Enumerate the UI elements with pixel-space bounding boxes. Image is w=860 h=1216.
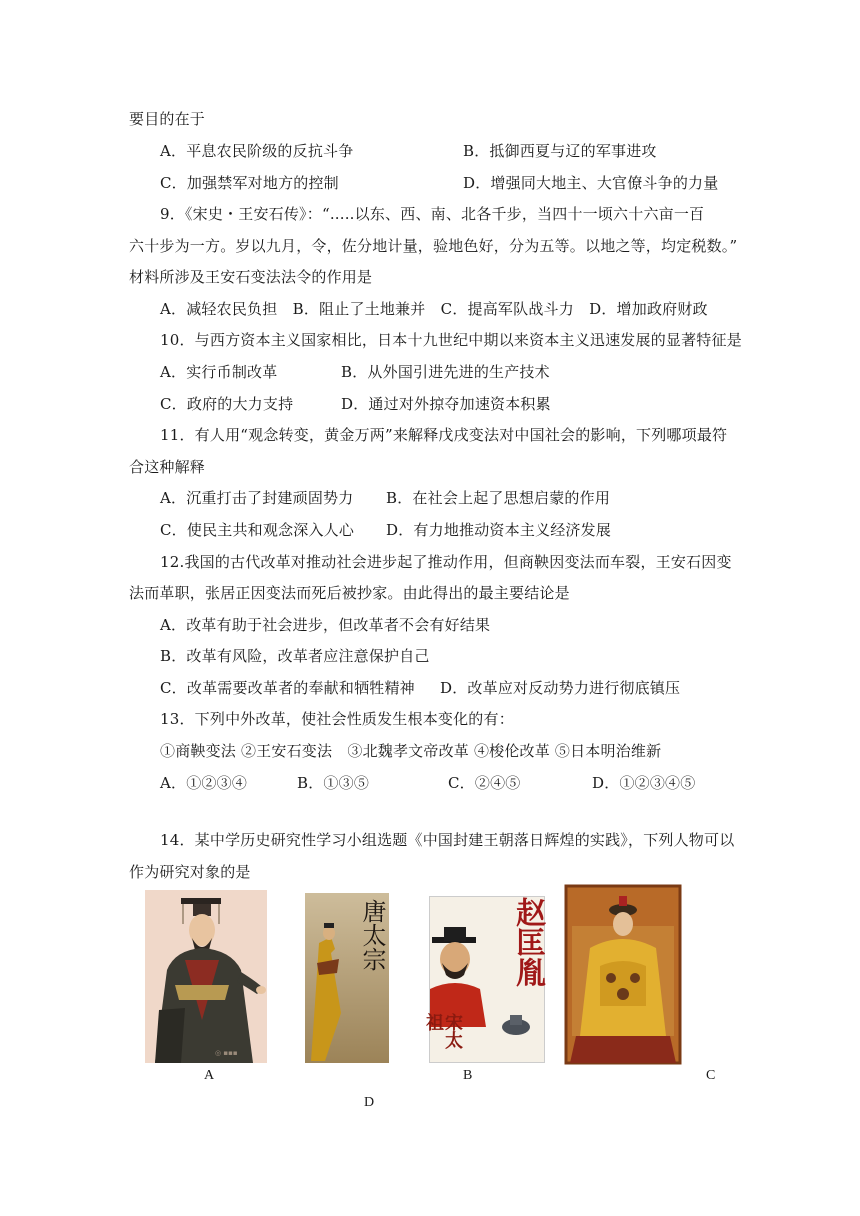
- q13-option-a: A．①②③④: [160, 774, 248, 792]
- q12-option-b: B．改革有风险，改革者应注意保护自己: [160, 647, 430, 665]
- q12-option-d: D．改革应对反动势力进行彻底镇压: [440, 679, 681, 697]
- q8-stem-tail: 要目的在于: [129, 110, 206, 128]
- q8-option-b: B．抵御西夏与辽的军事进攻: [463, 142, 657, 160]
- q11-option-c: C．使民主共和观念深入人心: [160, 521, 355, 539]
- q9-stem-line1: 9．《宋史・王安石传》：“.....以东、西、南、北各千步，当四十一顷六十六亩一百: [160, 205, 705, 223]
- q8-option-a: A．平息农民阶级的反抗斗争: [160, 142, 354, 160]
- q13-items: ①商鞅变法 ②王安石变法 ③北魏孝文帝改革 ④梭伦改革 ⑤日本明治维新: [160, 742, 662, 760]
- svg-text:◎ ▪▪▪: ◎ ▪▪▪: [215, 1049, 238, 1057]
- q11-option-b: B．在社会上起了思想启蒙的作用: [386, 489, 611, 507]
- q10-stem: 10．与西方资本主义国家相比，日本十九世纪中期以来资本主义迅速发展的显著特征是: [160, 331, 742, 349]
- q10-option-b: B．从外国引进先进的生产技术: [341, 363, 550, 381]
- q10-option-d: D．通过对外掠夺加速资本积累: [341, 395, 551, 413]
- q14-stem-line2: 作为研究对象的是: [129, 863, 251, 881]
- option-label-c: C: [706, 1068, 716, 1083]
- q11-stem-line1: 11．有人用“观念转变，黄金万两”来解释戊戌变法对中国社会的影响，下列哪项最符: [160, 426, 728, 444]
- option-label-a: A: [204, 1068, 215, 1083]
- q9-stem-line2: 六十步为一方。岁以九月，令，佐分地计量，验地色好，分为五等。以地之等，均定税数。”: [129, 237, 738, 255]
- q12-option-a: A．改革有助于社会进步，但改革者不会有好结果: [160, 616, 491, 634]
- q13-option-c: C．②④⑤: [448, 774, 521, 792]
- book-cover-zhao-kuangyin-icon: [423, 896, 545, 1063]
- q14-stem-line1: 14．某中学历史研究性学习小组选题《中国封建王朝落日辉煌的实践》，下列人物可以: [160, 831, 735, 849]
- portrait-qin-emperor-icon: [145, 890, 267, 1063]
- book2-title: 赵匡胤: [510, 897, 545, 987]
- q9-options: A．减轻农民负担 B．阻止了土地兼并 C．提高军队战斗力 D．增加政府财政: [160, 300, 708, 318]
- option-label-d: D: [364, 1095, 375, 1110]
- q9-stem-line3: 材料所涉及王安石变法法令的作用是: [129, 268, 373, 286]
- q11-option-a: A．沉重打击了封建顽固势力: [160, 489, 354, 507]
- q12-option-c: C．改革需要改革者的奉献和牺牲精神: [160, 679, 415, 697]
- q11-option-d: D．有力地推动资本主义经济发展: [386, 521, 612, 539]
- q13-option-d: D．①②③④⑤: [592, 774, 696, 792]
- q13-stem: 13．下列中外改革，使社会性质发生根本变化的有：: [160, 710, 514, 728]
- q13-option-b: B．①③⑤: [297, 774, 370, 792]
- book1-title: 唐太宗: [358, 899, 386, 971]
- q12-stem-line2: 法而革职，张居正因变法而死后被抄家。由此得出的最主要结论是: [129, 584, 570, 602]
- q8-option-d: D．增强同大地主、大官僚斗争的力量: [463, 174, 719, 192]
- portrait-qing-emperor-icon: [566, 886, 680, 1063]
- book-cover-tang-taizong-icon: [305, 893, 389, 1063]
- q11-stem-line2: 合这种解释: [129, 458, 206, 476]
- option-label-b: B: [463, 1068, 473, 1083]
- q12-stem-line1: 12.我国的古代改革对推动社会进步起了推动作用，但商鞅因变法而车裂，王安石因变: [160, 553, 732, 571]
- book2-subtitle: 宋太祖: [423, 1013, 463, 1049]
- q8-option-c: C．加强禁军对地方的控制: [160, 174, 339, 192]
- q10-option-a: A．实行币制改革: [160, 363, 278, 381]
- q10-option-c: C．政府的大力支持: [160, 395, 294, 413]
